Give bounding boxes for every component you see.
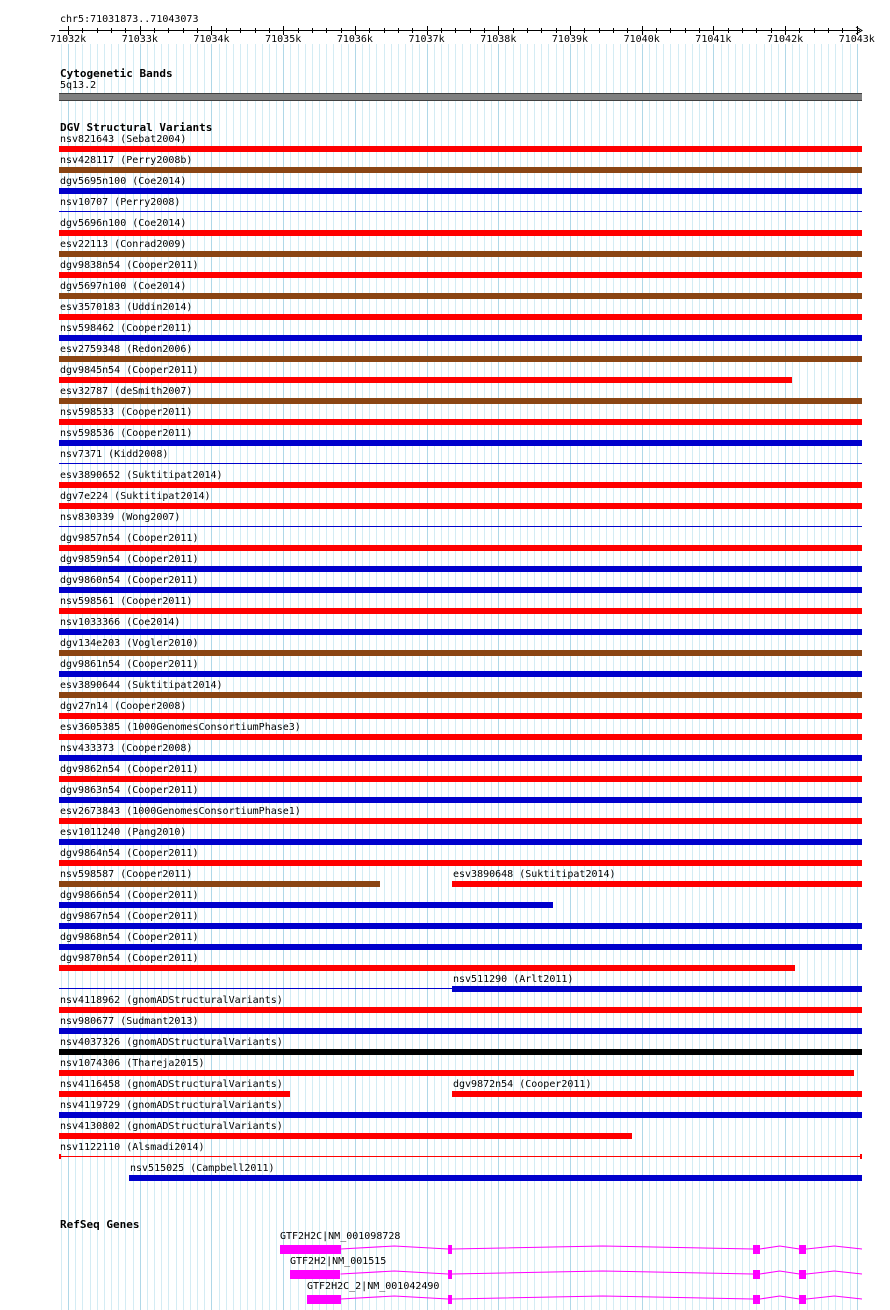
variant-label[interactable]: nsv4130802 (gnomADStructuralVariants) — [60, 1121, 283, 1132]
variant-label[interactable]: nsv598462 (Cooper2011) — [60, 323, 193, 334]
gene-exon — [799, 1295, 806, 1304]
variant-label[interactable]: nsv830339 (Wong2007) — [60, 512, 181, 523]
gene-label[interactable]: GTF2H2C_2|NM_001042490 — [307, 1281, 440, 1292]
variant-label[interactable]: dgv9838n54 (Cooper2011) — [60, 260, 199, 271]
variant-label[interactable]: esv3570183 (Uddin2014) — [60, 302, 193, 313]
variant-label[interactable]: nsv7371 (Kidd2008) — [60, 449, 169, 460]
cytoband-label: 5q13.2 — [60, 80, 97, 91]
variant-label[interactable]: esv3605385 (1000GenomesConsortiumPhase3) — [60, 722, 301, 733]
variant-label[interactable]: nsv10707 (Perry2008) — [60, 197, 181, 208]
variant-label[interactable]: esv22113 (Conrad2009) — [60, 239, 187, 250]
gene-intron-line — [341, 1296, 862, 1299]
gene-exon — [448, 1270, 452, 1279]
scale-tick-label: 71037k — [408, 34, 445, 45]
variant-label[interactable]: dgv9866n54 (Cooper2011) — [60, 890, 199, 901]
variant-label[interactable]: nsv4116458 (gnomADStructuralVariants) — [60, 1079, 283, 1090]
variant-label[interactable]: dgv9864n54 (Cooper2011) — [60, 848, 199, 859]
variant-label[interactable]: esv2759348 (Redon2006) — [60, 344, 193, 355]
gene-label[interactable]: GTF2H2|NM_001515 — [290, 1256, 387, 1267]
scale-tick-label: 71035k — [265, 34, 302, 45]
scale-tick-label: 71034k — [193, 34, 230, 45]
variant-label[interactable]: nsv1122110 (Alsmadi2014) — [60, 1142, 205, 1153]
variant-label[interactable]: dgv9860n54 (Cooper2011) — [60, 575, 199, 586]
gene-label[interactable]: GTF2H2C|NM_001098728 — [280, 1231, 401, 1242]
variant-label[interactable]: dgv9861n54 (Cooper2011) — [60, 659, 199, 670]
variant-label[interactable]: nsv4037326 (gnomADStructuralVariants) — [60, 1037, 283, 1048]
gene-exon — [799, 1270, 806, 1279]
variant-label[interactable]: nsv598587 (Cooper2011) — [60, 869, 193, 880]
variant-label[interactable]: dgv9857n54 (Cooper2011) — [60, 533, 199, 544]
variant-label[interactable]: esv32787 (deSmith2007) — [60, 386, 193, 397]
region-label: chr5:71031873..71043073 — [60, 14, 199, 25]
variant-label[interactable]: dgv9868n54 (Cooper2011) — [60, 932, 199, 943]
gene-intron-line — [341, 1271, 862, 1274]
variant-label[interactable]: nsv980677 (Sudmant2013) — [60, 1016, 199, 1027]
dgv-track-title[interactable]: DGV Structural Variants — [60, 121, 213, 134]
variant-label[interactable]: dgv27n14 (Cooper2008) — [60, 701, 187, 712]
variant-label[interactable]: nsv598561 (Cooper2011) — [60, 596, 193, 607]
variant-label[interactable]: nsv515025 (Campbell2011) — [130, 1163, 275, 1174]
variant-label[interactable]: dgv7e224 (Suktitipat2014) — [60, 491, 211, 502]
variant-label[interactable]: dgv5695n100 (Coe2014) — [60, 176, 187, 187]
refseq-track-title[interactable]: RefSeq Genes — [60, 1218, 140, 1231]
scale-tick-label: 71040k — [623, 34, 660, 45]
scale-tick-label: 71032k — [50, 34, 87, 45]
variant-label[interactable]: nsv433373 (Cooper2008) — [60, 743, 193, 754]
gene-exon — [448, 1245, 452, 1254]
variant-label[interactable]: nsv4119729 (gnomADStructuralVariants) — [60, 1100, 283, 1111]
cytoband-track-title[interactable]: Cytogenetic Bands — [60, 67, 173, 80]
gene-exon — [290, 1270, 340, 1279]
variant-label[interactable]: esv1011240 (Pang2010) — [60, 827, 187, 838]
scale-tick-label: 71041k — [695, 34, 732, 45]
variant-label[interactable]: nsv598533 (Cooper2011) — [60, 407, 193, 418]
variant-label[interactable]: nsv428117 (Perry2008b) — [60, 155, 193, 166]
variant-label[interactable]: dgv5696n100 (Coe2014) — [60, 218, 187, 229]
gene-intron-line — [341, 1246, 862, 1249]
variant-label[interactable]: nsv511290 (Arlt2011) — [453, 974, 574, 985]
variant-label[interactable]: dgv9870n54 (Cooper2011) — [60, 953, 199, 964]
variant-label[interactable]: dgv9859n54 (Cooper2011) — [60, 554, 199, 565]
variant-label[interactable]: dgv9863n54 (Cooper2011) — [60, 785, 199, 796]
gene-exon — [753, 1295, 760, 1304]
variant-label[interactable]: esv2673843 (1000GenomesConsortiumPhase1) — [60, 806, 301, 817]
scale-tick-label: 71039k — [551, 34, 589, 45]
gene-exon — [753, 1245, 760, 1254]
variant-label[interactable]: esv3890652 (Suktitipat2014) — [60, 470, 223, 481]
variant-label[interactable]: nsv1074306 (Thareja2015) — [60, 1058, 205, 1069]
gene-exon — [448, 1295, 452, 1304]
scale-tick-label: 71033k — [121, 34, 158, 45]
variant-label[interactable]: nsv1033366 (Coe2014) — [60, 617, 181, 628]
scale-tick-label: 71036k — [336, 34, 373, 45]
variant-label[interactable]: dgv9845n54 (Cooper2011) — [60, 365, 199, 376]
variant-label[interactable]: dgv9862n54 (Cooper2011) — [60, 764, 199, 775]
scale-tick-label: 71038k — [480, 34, 517, 45]
scale-tick-label: 71042k — [767, 34, 804, 45]
variant-label[interactable]: dgv9867n54 (Cooper2011) — [60, 911, 199, 922]
gene-exon — [799, 1245, 806, 1254]
variant-label[interactable]: nsv4118962 (gnomADStructuralVariants) — [60, 995, 283, 1006]
variant-label[interactable]: esv3890648 (Suktitipat2014) — [453, 869, 616, 880]
scale-tick-label: 71043k — [838, 34, 875, 45]
variant-label[interactable]: dgv9872n54 (Cooper2011) — [453, 1079, 592, 1090]
gene-exon — [280, 1245, 341, 1254]
gene-exon — [753, 1270, 760, 1279]
variant-label[interactable]: dgv134e203 (Vogler2010) — [60, 638, 199, 649]
variant-label[interactable]: esv3890644 (Suktitipat2014) — [60, 680, 223, 691]
gene-exon — [307, 1295, 341, 1304]
variant-label[interactable]: nsv821643 (Sebat2004) — [60, 134, 187, 145]
variant-label[interactable]: dgv5697n100 (Coe2014) — [60, 281, 187, 292]
variant-label[interactable]: nsv598536 (Cooper2011) — [60, 428, 193, 439]
